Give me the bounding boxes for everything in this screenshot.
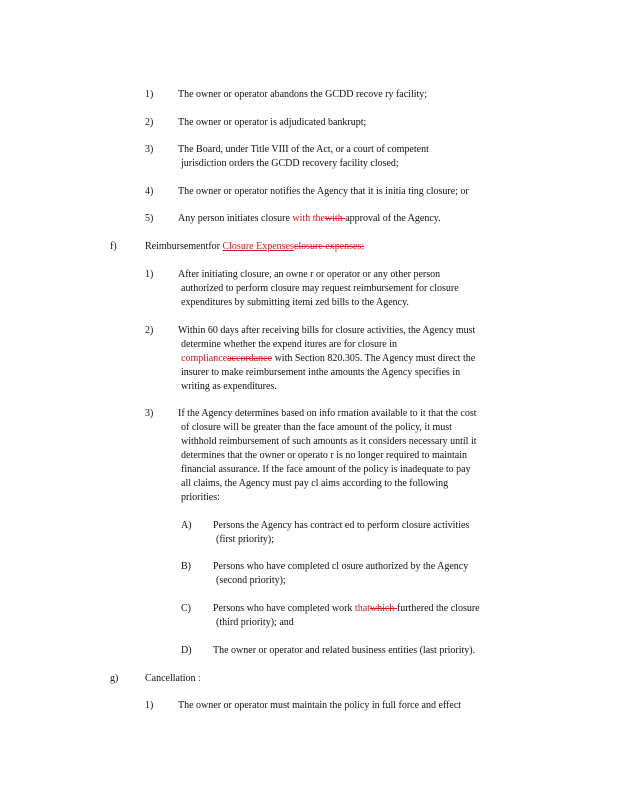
text-run: Cancellation [145, 673, 199, 684]
item-number: 3) [145, 144, 154, 155]
item-text-line: The owner or operator and related business entities (last priority). [213, 645, 476, 656]
item-text-line: withhold reimbursement of such amounts as it considers necessary until it [181, 436, 477, 447]
item-text-line: The owner or operator notifies the Agency that it is initia ting closure; or [178, 186, 469, 197]
item-text-line [178, 212, 441, 226]
deleted-text: which [369, 603, 397, 614]
item-letter: D) [181, 645, 192, 656]
item-letter: C) [181, 603, 191, 614]
inserted-text: Closure Expenses [222, 241, 294, 252]
item-text-line: insurer to make reimbursement inthe amounts the Agency specifies in [181, 367, 461, 378]
item-text-line: The owner or operator abandons the GCDD recove ry facility; [178, 89, 428, 100]
item-letter: A) [181, 520, 192, 531]
item-text-line: jurisdiction orders the GCDD recovery facility closed; [181, 158, 399, 169]
item-text-line: The owner or operator is adjudicated bankrupt; [178, 117, 367, 128]
section-letter: f) [110, 241, 117, 252]
item-text-line: Persons the Agency has contract ed to perform closure activities [213, 520, 470, 531]
item-text-line: authorized to perform closure may request reimbursement for closure [181, 283, 459, 294]
item-text-line: financial assurance. If the face amount of the policy is inadequate to pay [181, 464, 471, 475]
inserted-text: : [198, 673, 201, 684]
item-text-line: After initiating closure, an owne r or operator or any other person [178, 269, 441, 280]
item-text-line: of closure will be greater than the face amount of the policy, it must [181, 422, 452, 433]
item-text-line: (third priority); and [216, 617, 294, 628]
text-run: approval of the Agency. [345, 213, 441, 224]
text-run: furthered the closure [396, 603, 480, 614]
item-number: 2) [145, 325, 154, 336]
item-text-line: (first priority); [216, 534, 275, 545]
item-text-line: If the Agency determines based on info rmation available to it that the cost [178, 408, 477, 419]
item-text-line: Persons who have completed cl osure authorized by the Agency [213, 561, 469, 572]
item-text-line: determine whether the expend itures are for closure in [181, 339, 398, 350]
item-text-line [181, 352, 475, 366]
deleted-text: accordance [227, 353, 273, 364]
item-letter: B) [181, 561, 191, 572]
item-text-line: all claims, the Agency must pay cl aims according to the following [181, 478, 449, 489]
item-text-line: expenditures by submitting itemi zed bills to the Agency. [181, 297, 409, 308]
item-text-line: Within 60 days after receiving bills for closure activities, the Agency must [178, 325, 476, 336]
item-text-line: writing as expenditures. [181, 381, 277, 392]
item-text-line: The Board, under Title VIII of the Act, or a court of competent [178, 144, 429, 155]
section-title [145, 672, 201, 686]
text-run: Any person initiates closure [178, 213, 293, 224]
item-number: 2) [145, 117, 154, 128]
text-run: Persons who have completed work [213, 603, 355, 614]
inserted-text: with the [292, 213, 325, 224]
text-run: with Section 820.305. The Agency must direct the [272, 353, 476, 364]
inserted-text: that [354, 603, 370, 614]
item-number: 4) [145, 186, 154, 197]
deleted-text: closure expenses: [293, 241, 365, 252]
inserted-text: compliance [181, 353, 228, 364]
item-number: 3) [145, 408, 154, 419]
section-title [145, 240, 364, 254]
section-letter: g) [110, 673, 119, 684]
deleted-text: with [324, 213, 346, 224]
item-number: 1) [145, 269, 154, 280]
item-number: 1) [145, 700, 154, 711]
item-number: 5) [145, 213, 154, 224]
item-text-line: (second priority); [216, 575, 286, 586]
item-text-line: determines that the owner or operato r is no longer required to maintain [181, 450, 468, 461]
text-run: Reimbursementfor [145, 241, 223, 252]
item-text-line: The owner or operator must maintain the policy in full force and effect [178, 700, 462, 711]
item-text-line [213, 602, 480, 616]
item-number: 1) [145, 89, 154, 100]
item-text-line: priorities: [181, 492, 220, 503]
